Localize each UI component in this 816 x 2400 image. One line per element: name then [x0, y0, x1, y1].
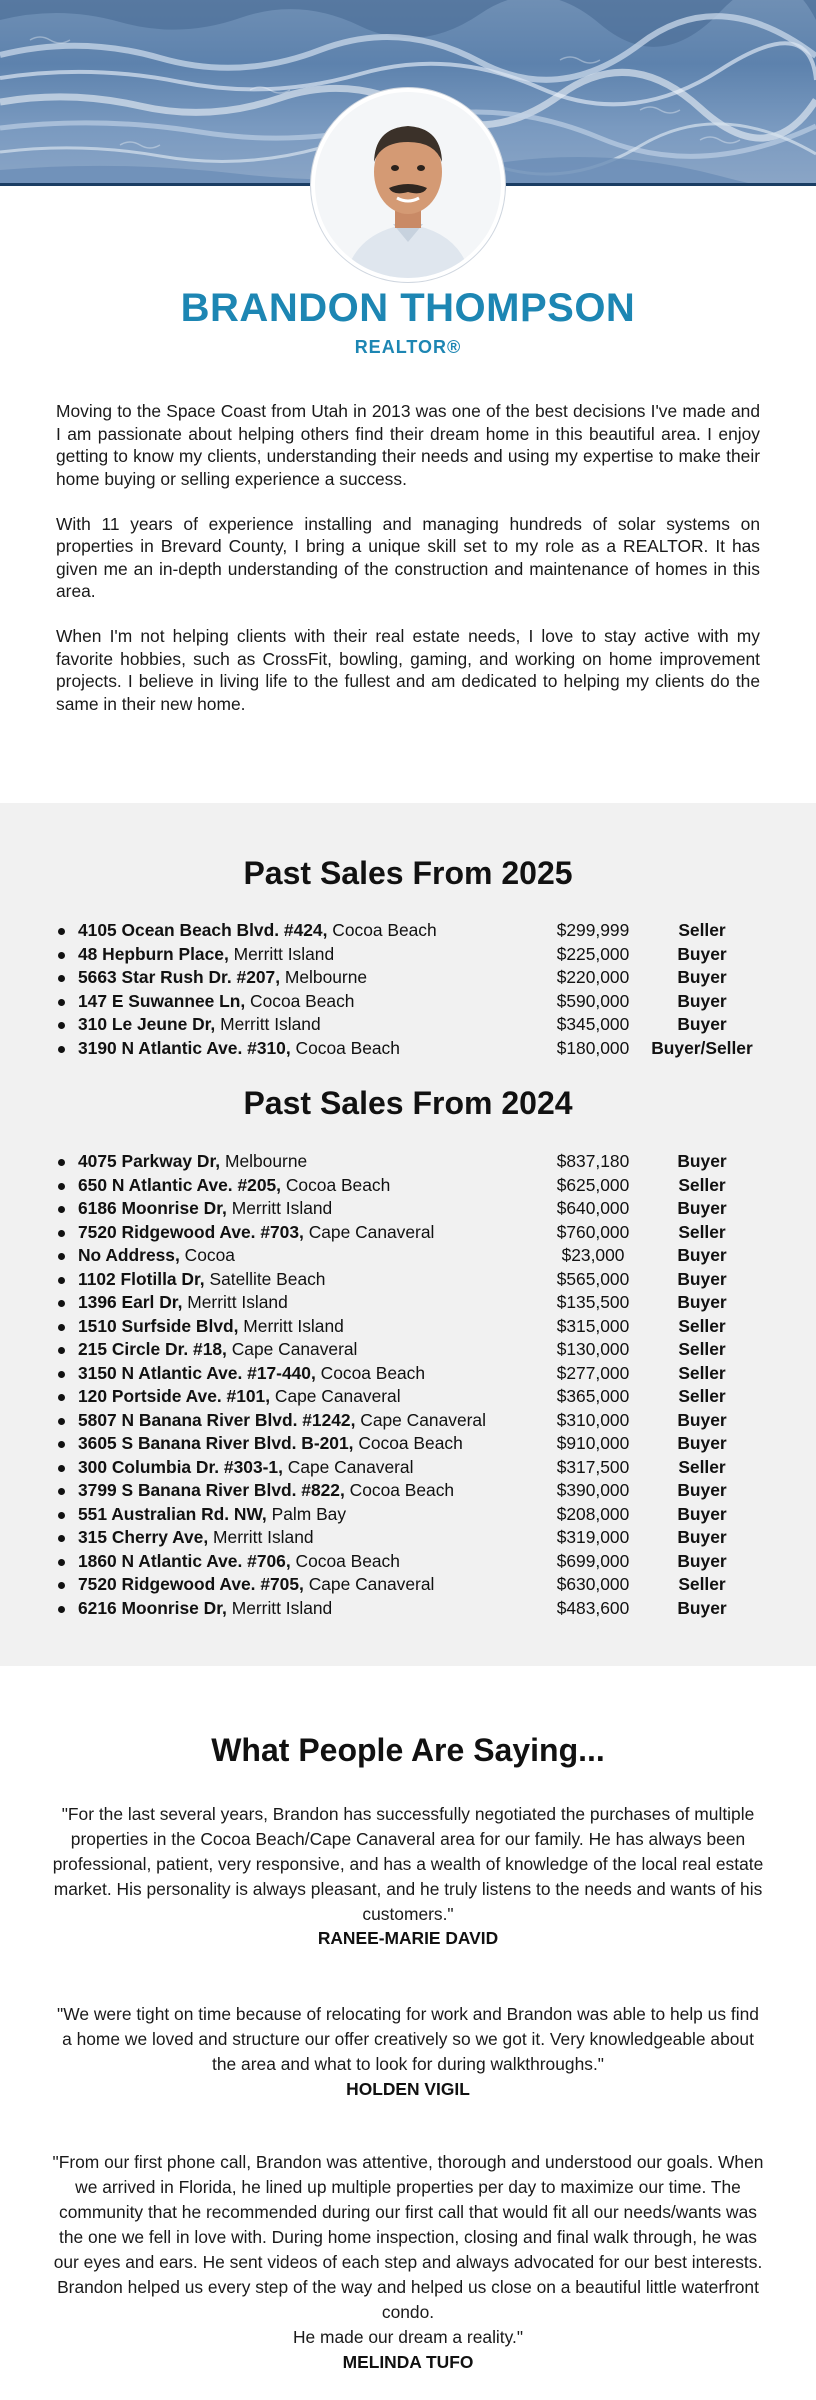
- testimonial-author: MELINDA TUFO: [342, 2352, 474, 2372]
- sale-address: [78, 1550, 400, 1574]
- testimonial-quote-body: "From our first phone call, Brandon was attentive, thorough and understood our goals. When we arrived in Florida, he lined up multiple properties per day to maximize our time. The community that he recommended during our first call that would fit all our needs/wants was the one we fell in love with. During home inspection, closing and final walk through, he was our eyes and ears. He sent videos of each step and always advocated for our best interests. Brandon helped us every step of the way and helped us close on a beautiful little waterfront condo.: [52, 2152, 764, 2322]
- sale-address: [78, 1291, 288, 1315]
- sale-street: 6216 Moonrise Dr,: [78, 1597, 227, 1618]
- sale-price: $315,000: [556, 1315, 630, 1336]
- sale-city: Melbourne: [284, 967, 368, 987]
- sale-price: $299,999: [556, 920, 630, 940]
- sale-address: [78, 1037, 400, 1061]
- sale-address: [78, 1456, 413, 1480]
- sale-role: Seller: [678, 1174, 726, 1195]
- bullet-icon: [58, 1183, 65, 1190]
- sale-role: Seller: [678, 1456, 726, 1477]
- testimonial-quote-end: He made our dream a reality.": [292, 2327, 524, 2347]
- bullet-icon: [58, 1371, 65, 1378]
- sale-role: Seller: [678, 920, 726, 940]
- sale-row: [58, 1174, 768, 1198]
- sale-street: 215 Circle Dr. #18,: [78, 1339, 227, 1359]
- sale-city: Merritt Island: [243, 1315, 344, 1336]
- sale-city: Cocoa Beach: [332, 920, 437, 940]
- testimonial-quote: "For the last several years, Brandon has successfully negotiated the purchases of multiple properties in the Cocoa Beach/Cape Canaveral area for our family. He has always been professional, patient, very responsive, and has a wealth of knowledge of the local real estate market. His personality is always pleasant, and he truly listens to the needs and wants of his customers.": [52, 1804, 764, 1924]
- sale-city: Cocoa Beach: [295, 1037, 400, 1058]
- bullet-icon: [58, 1347, 65, 1354]
- sale-price: $590,000: [556, 990, 630, 1011]
- bullet-icon: [58, 975, 65, 982]
- sale-street: 5663 Star Rush Dr. #207,: [78, 967, 281, 987]
- bullet-icon: [58, 1441, 65, 1448]
- sale-role: Seller: [678, 1574, 726, 1594]
- bullet-icon: [58, 1512, 65, 1519]
- bullet-icon: [58, 1559, 65, 1566]
- sale-row: [58, 1550, 768, 1574]
- sale-street: 3150 N Atlantic Ave. #17-440,: [78, 1362, 316, 1383]
- sale-row: [58, 1432, 768, 1456]
- sale-city: Cape Canaveral: [308, 1574, 435, 1594]
- bullet-icon: [58, 999, 65, 1006]
- sale-row: [58, 1456, 768, 1480]
- sale-role: Seller: [678, 1362, 726, 1383]
- sale-price: $365,000: [556, 1386, 630, 1406]
- sale-address: [78, 1338, 357, 1362]
- sale-address: [78, 1597, 332, 1621]
- sale-address: [78, 966, 367, 990]
- bullet-icon: [58, 1465, 65, 1472]
- sale-street: 1860 N Atlantic Ave. #706,: [78, 1550, 291, 1571]
- sale-city: Cape Canaveral: [274, 1386, 401, 1406]
- sale-street: 48 Hepburn Place,: [78, 943, 229, 964]
- bio-paragraph: With 11 years of experience installing and managing hundreds of solar systems on properties in Brevard County, I bring a unique skill set to my role as a REALTOR. It has given me an in-depth understanding of the construction and maintenance of homes in this area.: [56, 513, 760, 601]
- sale-role: Seller: [678, 1221, 726, 1242]
- sale-price: $277,000: [556, 1362, 630, 1383]
- sale-role: Seller: [678, 1386, 726, 1406]
- bullet-icon: [58, 1606, 65, 1613]
- sale-address: [78, 1221, 434, 1245]
- sale-address: [78, 1409, 486, 1433]
- sale-price: $208,000: [556, 1503, 630, 1524]
- sale-role: Seller: [678, 1315, 726, 1336]
- sale-street: 120 Portside Ave. #101,: [78, 1386, 271, 1406]
- sale-street: 7520 Ridgewood Ave. #705,: [78, 1574, 304, 1594]
- sale-row: [58, 943, 768, 967]
- sale-row: [58, 990, 768, 1014]
- sale-price: $130,000: [556, 1339, 630, 1359]
- testimonial-quote: "We were tight on time because of relocating for work and Brandon was able to help us find a home we loved and structure our offer creatively so we got it. Very knowledgeable about the area and what to look for during walkthroughs.": [57, 2004, 759, 2074]
- testimonials-heading: What People Are Saying...: [211, 1732, 605, 1768]
- sale-row: [58, 1315, 768, 1339]
- sale-price: $483,600: [556, 1597, 630, 1618]
- sale-street: 1510 Surfside Blvd,: [78, 1315, 239, 1336]
- bullet-icon: [58, 1022, 65, 1029]
- sale-street: 1396 Earl Dr,: [78, 1292, 183, 1312]
- sale-city: Cocoa Beach: [285, 1174, 391, 1195]
- sale-city: Satellite Beach: [209, 1268, 326, 1289]
- sale-price: $345,000: [556, 1014, 630, 1034]
- sales-2025-list: [58, 919, 768, 1060]
- sale-street: 4075 Parkway Dr,: [78, 1151, 221, 1171]
- bio-paragraph: When I'm not helping clients with their real estate needs, I love to stay active with my favorite hobbies, such as CrossFit, bowling, gaming, and working on home improvement projects. I believe in living life to the fullest and am dedicated to helping my clients do the same in their new home.: [56, 626, 760, 714]
- bullet-icon: [58, 1394, 65, 1401]
- sale-city: Cocoa Beach: [295, 1550, 400, 1571]
- sale-address: [78, 1526, 314, 1550]
- sale-address: [78, 1503, 346, 1527]
- sale-price: $760,000: [556, 1221, 630, 1242]
- sale-address: [78, 1432, 463, 1456]
- sale-role: Buyer: [677, 1433, 727, 1453]
- sale-street: 6186 Moonrise Dr,: [78, 1198, 227, 1218]
- sale-role: Buyer: [677, 1503, 727, 1524]
- sale-price: $225,000: [556, 943, 630, 964]
- agent-photo: [311, 88, 505, 282]
- sale-address: [78, 1385, 401, 1409]
- sale-address: [78, 919, 437, 943]
- sale-city: Merritt Island: [233, 943, 335, 964]
- sale-price: $310,000: [556, 1409, 630, 1430]
- sale-city: Merritt Island: [187, 1292, 288, 1312]
- agent-name: BRANDON THOMPSON: [180, 286, 636, 330]
- sale-city: Merritt Island: [231, 1198, 333, 1218]
- sale-price: $180,000: [556, 1037, 630, 1058]
- sale-address: [78, 1479, 454, 1503]
- sale-price: $220,000: [556, 967, 630, 987]
- sale-row: [58, 1150, 768, 1174]
- sale-price: $640,000: [556, 1198, 630, 1218]
- sale-street: 315 Cherry Ave,: [78, 1527, 209, 1547]
- sale-row: [58, 1244, 768, 1268]
- sale-row: [58, 1526, 768, 1550]
- sale-price: $317,500: [556, 1456, 630, 1477]
- sale-street: 300 Columbia Dr. #303-1,: [78, 1456, 283, 1477]
- sale-street: 310 Le Jeune Dr,: [78, 1014, 216, 1034]
- sale-address: [78, 1573, 434, 1597]
- sale-role: Buyer: [677, 1409, 727, 1430]
- sale-city: Cape Canaveral: [231, 1339, 358, 1359]
- sale-city: Melbourne: [224, 1151, 308, 1171]
- sale-row: [58, 1221, 768, 1245]
- sales-2024-heading: Past Sales From 2024: [243, 1085, 573, 1121]
- bio-paragraph: Moving to the Space Coast from Utah in 2013 was one of the best decisions I've made and I am passionate about helping others find their dream home in this beautiful area. I enjoy getting to know my clients, understanding their needs and using my expertise to make their home buying or selling experience a success.: [56, 401, 760, 489]
- sale-address: [78, 943, 334, 967]
- sale-address: [78, 1197, 332, 1221]
- sale-city: Cape Canaveral: [287, 1456, 414, 1477]
- sale-city: Cocoa Beach: [320, 1362, 426, 1383]
- sale-role: Buyer: [677, 1550, 727, 1571]
- sale-address: [78, 1244, 235, 1268]
- sale-city: Merritt Island: [220, 1014, 321, 1034]
- sale-row: [58, 1037, 768, 1061]
- sale-row: [58, 1291, 768, 1315]
- testimonial-author: HOLDEN VIGIL: [346, 2079, 470, 2099]
- sale-row: [58, 1362, 768, 1386]
- sale-role: Seller: [678, 1339, 726, 1359]
- sale-city: Cape Canaveral: [308, 1221, 435, 1242]
- sale-city: Palm Bay: [271, 1503, 347, 1524]
- sale-role: Buyer: [677, 1245, 727, 1265]
- bullet-icon: [58, 1300, 65, 1307]
- sale-price: $625,000: [556, 1174, 630, 1195]
- sale-role: Buyer: [677, 967, 727, 987]
- sale-city: Cape Canaveral: [360, 1409, 486, 1430]
- sale-row: [58, 919, 768, 943]
- sale-street: 7520 Ridgewood Ave. #703,: [78, 1221, 304, 1242]
- sale-street: 650 N Atlantic Ave. #205,: [78, 1174, 281, 1195]
- sale-city: Cocoa: [184, 1245, 235, 1265]
- sale-address: [78, 1268, 325, 1292]
- sale-role: Buyer: [677, 1292, 727, 1312]
- sale-row: [58, 1338, 768, 1362]
- sale-street: 3605 S Banana River Blvd. B-201,: [78, 1433, 354, 1453]
- testimonial-quote: [50, 2150, 766, 2350]
- sale-role: Buyer: [677, 943, 727, 964]
- sale-city: Cocoa Beach: [349, 1480, 455, 1500]
- sale-address: [78, 1150, 307, 1174]
- sale-street: 4105 Ocean Beach Blvd. #424,: [78, 920, 328, 940]
- sale-address: [78, 1174, 390, 1198]
- sale-city: Merritt Island: [231, 1597, 333, 1618]
- testimonial-author: RANEE-MARIE DAVID: [317, 1928, 499, 1948]
- bullet-icon: [58, 1582, 65, 1589]
- bullet-icon: [58, 1277, 65, 1284]
- sale-street: No Address,: [78, 1245, 180, 1265]
- sale-row: [58, 1573, 768, 1597]
- sale-street: 1102 Flotilla Dr,: [78, 1268, 205, 1289]
- sale-role: Buyer: [677, 990, 727, 1011]
- sale-row: [58, 1409, 768, 1433]
- sale-role: Buyer: [677, 1527, 727, 1547]
- sale-city: Cocoa Beach: [250, 990, 355, 1011]
- sale-address: [78, 990, 354, 1014]
- sale-price: $699,000: [556, 1550, 630, 1571]
- sale-city: Merritt Island: [213, 1527, 314, 1547]
- sale-row: [58, 1197, 768, 1221]
- sale-price: $390,000: [556, 1480, 630, 1500]
- portrait-image: [315, 92, 501, 278]
- sale-role: Buyer: [677, 1014, 727, 1034]
- bullet-icon: [58, 1206, 65, 1213]
- bullet-icon: [58, 952, 65, 959]
- sales-2025-heading: Past Sales From 2025: [243, 855, 573, 891]
- sale-row: [58, 1503, 768, 1527]
- sale-price: $319,000: [556, 1527, 630, 1547]
- bullet-icon: [58, 1159, 65, 1166]
- sale-street: 147 E Suwannee Ln,: [78, 990, 246, 1011]
- sale-row: [58, 1268, 768, 1292]
- past-sales-section: [0, 803, 816, 1666]
- sale-role: Buyer: [677, 1198, 727, 1218]
- sale-row: [58, 1597, 768, 1621]
- sale-row: [58, 966, 768, 990]
- bio-section: [56, 400, 760, 738]
- sale-price: $630,000: [556, 1574, 630, 1594]
- bullet-icon: [58, 1418, 65, 1425]
- sale-city: Cocoa Beach: [358, 1433, 463, 1453]
- bullet-icon: [58, 1535, 65, 1542]
- sale-price: $565,000: [556, 1268, 630, 1289]
- sale-street: 3190 N Atlantic Ave. #310,: [78, 1037, 291, 1058]
- bullet-icon: [58, 1230, 65, 1237]
- sale-street: 3799 S Banana River Blvd. #822,: [78, 1480, 345, 1500]
- bullet-icon: [58, 1046, 65, 1053]
- bullet-icon: [58, 1324, 65, 1331]
- sale-row: [58, 1385, 768, 1409]
- sale-address: [78, 1362, 425, 1386]
- sale-street: 5807 N Banana River Blvd. #1242,: [78, 1409, 356, 1430]
- bullet-icon: [58, 1253, 65, 1260]
- sale-price: $23,000: [561, 1245, 625, 1265]
- sales-2024-list: [58, 1150, 768, 1620]
- sale-row: [58, 1479, 768, 1503]
- bullet-icon: [58, 928, 65, 935]
- sale-role: Buyer: [677, 1268, 727, 1289]
- sale-role: Buyer: [677, 1597, 727, 1618]
- sale-price: $135,500: [556, 1292, 630, 1312]
- sale-address: [78, 1013, 321, 1037]
- sale-price: $910,000: [556, 1433, 630, 1453]
- sale-role: Buyer: [677, 1151, 727, 1171]
- sale-street: 551 Australian Rd. NW,: [78, 1503, 267, 1524]
- agent-title: REALTOR®: [354, 337, 462, 357]
- sale-role: Buyer/Seller: [651, 1037, 753, 1058]
- sale-role: Buyer: [677, 1480, 727, 1500]
- sale-address: [78, 1315, 344, 1339]
- bullet-icon: [58, 1488, 65, 1495]
- sale-price: $837,180: [556, 1151, 630, 1171]
- sale-row: [58, 1013, 768, 1037]
